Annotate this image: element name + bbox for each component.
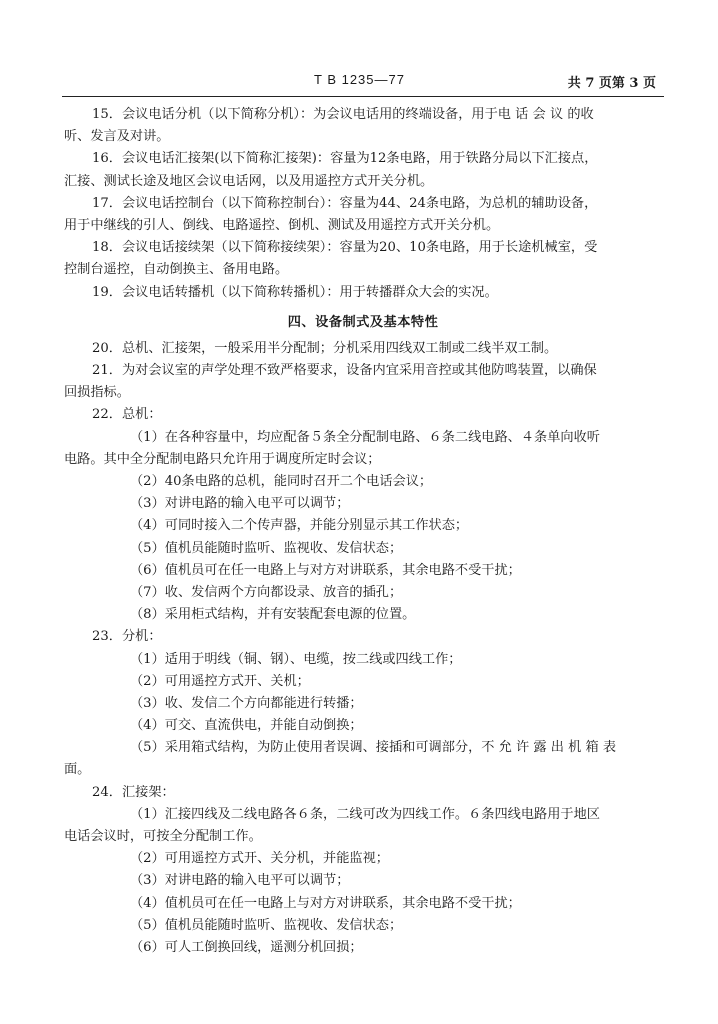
text-line: （2）可用遥控方式开、关分机，并能监视；: [130, 851, 389, 867]
text-line: 回损指标。: [64, 385, 130, 401]
text-line: 23．分机：: [92, 629, 162, 645]
page-indicator: 共 7 页第 3 页: [567, 76, 656, 91]
text-line: 22．总机：: [92, 407, 162, 423]
text-line: 汇接、测试长途及地区会议电话网，以及用遥控方式开关分机。: [64, 173, 434, 189]
section-heading: 四、设备制式及基本特性: [287, 314, 439, 330]
text-line: （3）对讲电路的输入电平可以调节；: [130, 873, 350, 889]
header-rule: [62, 96, 664, 97]
text-line: （5）采用箱式结构，为防止使用者误调、接插和可调部分，不 允 许 露 出 机 箱 表: [130, 740, 617, 756]
standard-number: T B 1235—77: [314, 72, 405, 87]
document-body: [64, 104, 662, 959]
text-line: 19．会议电话转播机（以下简称转播机）：用于转播群众大会的实况。: [92, 284, 498, 300]
text-line: 15．会议电话分机（以下简称分机）：为会议电话用的终端设备，用于电 话 会 议 的收: [92, 107, 594, 122]
text-line: （5）值机员能随时监听、监视收、发信状态；: [130, 540, 403, 556]
text-line: （4）可同时接入二个传声器，并能分别显示其工作状态；: [130, 518, 469, 534]
page-header: [0, 70, 718, 94]
text-line: 听、发言及对讲。: [64, 129, 170, 145]
text-line: （1）汇接四线及二线电路各６条，二线可改为四线工作。６条四线电路用于地区: [130, 806, 600, 822]
text-line: 面。: [64, 762, 91, 778]
text-line: （1）在各种容量中，均应配备５条全分配制电路、６条二线电路、４条单向收听: [130, 429, 600, 445]
text-line: 18．会议电话接续架（以下简称接续架）：容量为20、10条电路，用于长途机械室，受: [92, 240, 598, 256]
text-line: 控制台遥控，自动倒换主、备用电路。: [64, 262, 289, 278]
text-line: （1）适用于明线（铜、钢）、电缆，按二线或四线工作；: [130, 651, 462, 667]
text-line: 电话会议时，可按全分配制工作。: [64, 829, 262, 844]
text-line: （3）收、发信二个方向都能进行转播；: [130, 695, 363, 711]
text-line: （5）值机员能随时监听、监视收、发信状态；: [130, 917, 403, 933]
text-line: 用于中继线的引人、倒线、电路遥控、倒机、测试及用遥控方式开关分机。: [64, 217, 500, 233]
text-line: 21．为对会议室的声学处理不致严格要求，设备内宜采用音控或其他防鸣装置，以确保: [92, 363, 597, 379]
text-line: （4）值机员可在任一电路上与对方对讲联系，其余电路不受干扰；: [130, 895, 521, 911]
text-line: （2）可用遥控方式开、关机；: [130, 673, 310, 689]
text-line: 20．总机、汇接架，一般采用半分配制；分机采用四线双工制或二线半双工制。: [92, 340, 558, 356]
text-line: （4）可交、直流供电，并能自动倒换；: [130, 718, 363, 734]
text-line: （7）收、发信两个方向都设录、放音的插孔；: [130, 584, 403, 600]
text-line: 16．会议电话汇接架(以下简称汇接架)：容量为12条电路，用于铁路分局以下汇接点，: [92, 151, 598, 167]
text-line: （6）值机员可在任一电路上与对方对讲联系，其余电路不受干扰；: [130, 562, 521, 578]
text-line: 17．会议电话控制台（以下简称控制台）：容量为44、24条电路，为总机的辅助设备，: [92, 195, 598, 211]
text-line: （6）可人工倒换回线，遥测分机回损；: [130, 939, 363, 955]
text-line: （8）采用柜式结构，并有安装配套电源的位置。: [130, 607, 416, 623]
text-line: 电路。其中全分配制电路只允许用于调度所定时会议；: [64, 451, 381, 467]
text-line: （2）40条电路的总机，能同时召开二个电话会议；: [130, 474, 433, 489]
text-line: 24．汇接架：: [92, 784, 175, 800]
text-line: （3）对讲电路的输入电平可以调节；: [130, 496, 350, 512]
